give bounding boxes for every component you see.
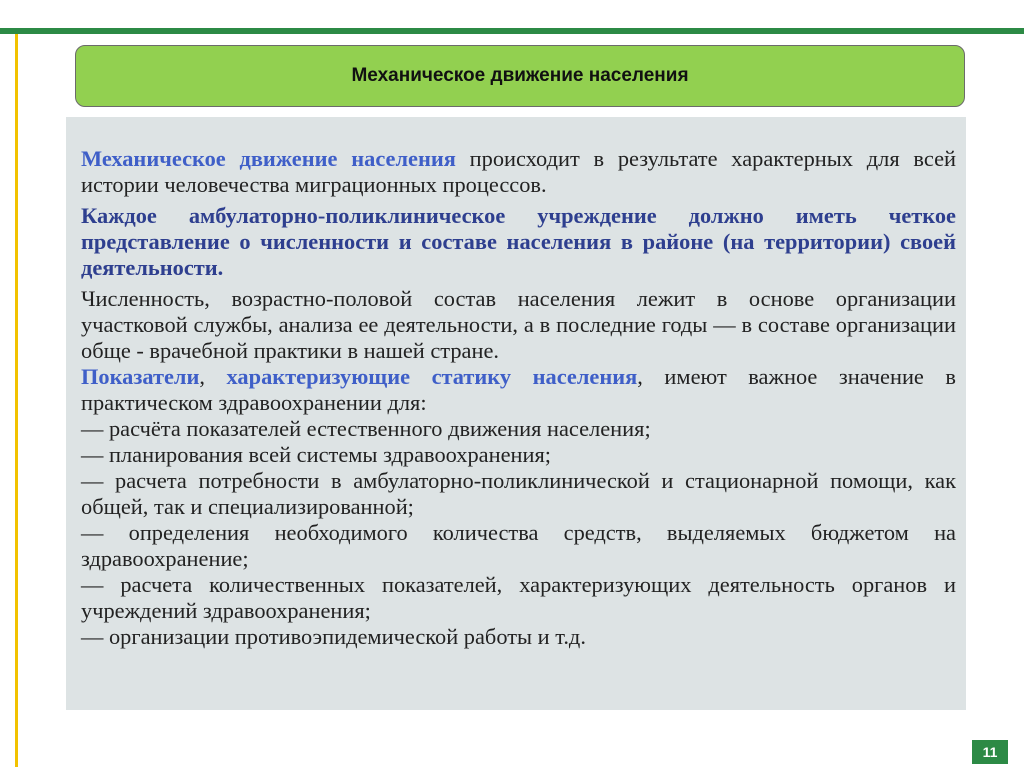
paragraph-population-structure: Численность, возрастно-половой состав населения лежит в основе организации участковой службы, анализа ее деятельности, а в последние годы — в составе организации обще - врачебной практики в нашей стране.: [81, 286, 956, 363]
list-item: — расчета потребности в амбулаторно-поликлинической и стационарной помощи, как общей, так и специализированной;: [81, 468, 956, 519]
left-yellow-line: [15, 34, 18, 767]
term-statics: характеризующие статику населения: [226, 364, 638, 389]
slide-title: Механическое движение населения: [351, 65, 689, 86]
title-box: [75, 45, 965, 107]
top-green-bar: [0, 28, 1024, 34]
content-box: [66, 117, 966, 710]
paragraph-migration: [81, 146, 956, 198]
list-item: — определения необходимого количества средств, выделяемых бюджетом на здравоохранение;: [81, 520, 956, 571]
term-indicators: Показатели: [81, 364, 200, 389]
list-item: — расчёта показателей естественного движения населения;: [81, 416, 651, 441]
list-item: — организации противоэпидемической работы и т.д.: [81, 624, 586, 649]
list-item: — планирования всей системы здравоохранения;: [81, 442, 552, 467]
paragraph-migration-text: происходит в результате характерных для всей истории человечества миграционных процессов.: [81, 146, 956, 197]
paragraph-clinic-requirement: Каждое амбулаторно-поликлиническое учреждение должно иметь четкое представление о численности и составе населения в районе (на территории) своей деятельности.: [81, 203, 956, 280]
paragraph-indicators: [81, 364, 956, 416]
page-number-badge: 11: [972, 740, 1008, 764]
term-mechanical-movement: Механическое движение населения: [81, 146, 456, 171]
term-separator: ,: [199, 364, 227, 389]
list-item: — расчета количественных показателей, характеризующих деятельность органов и учреждений здравоохранения;: [81, 572, 956, 623]
paragraph-indicators-text: , имеют важное значение в практическом здравоохранении для:: [81, 364, 956, 415]
